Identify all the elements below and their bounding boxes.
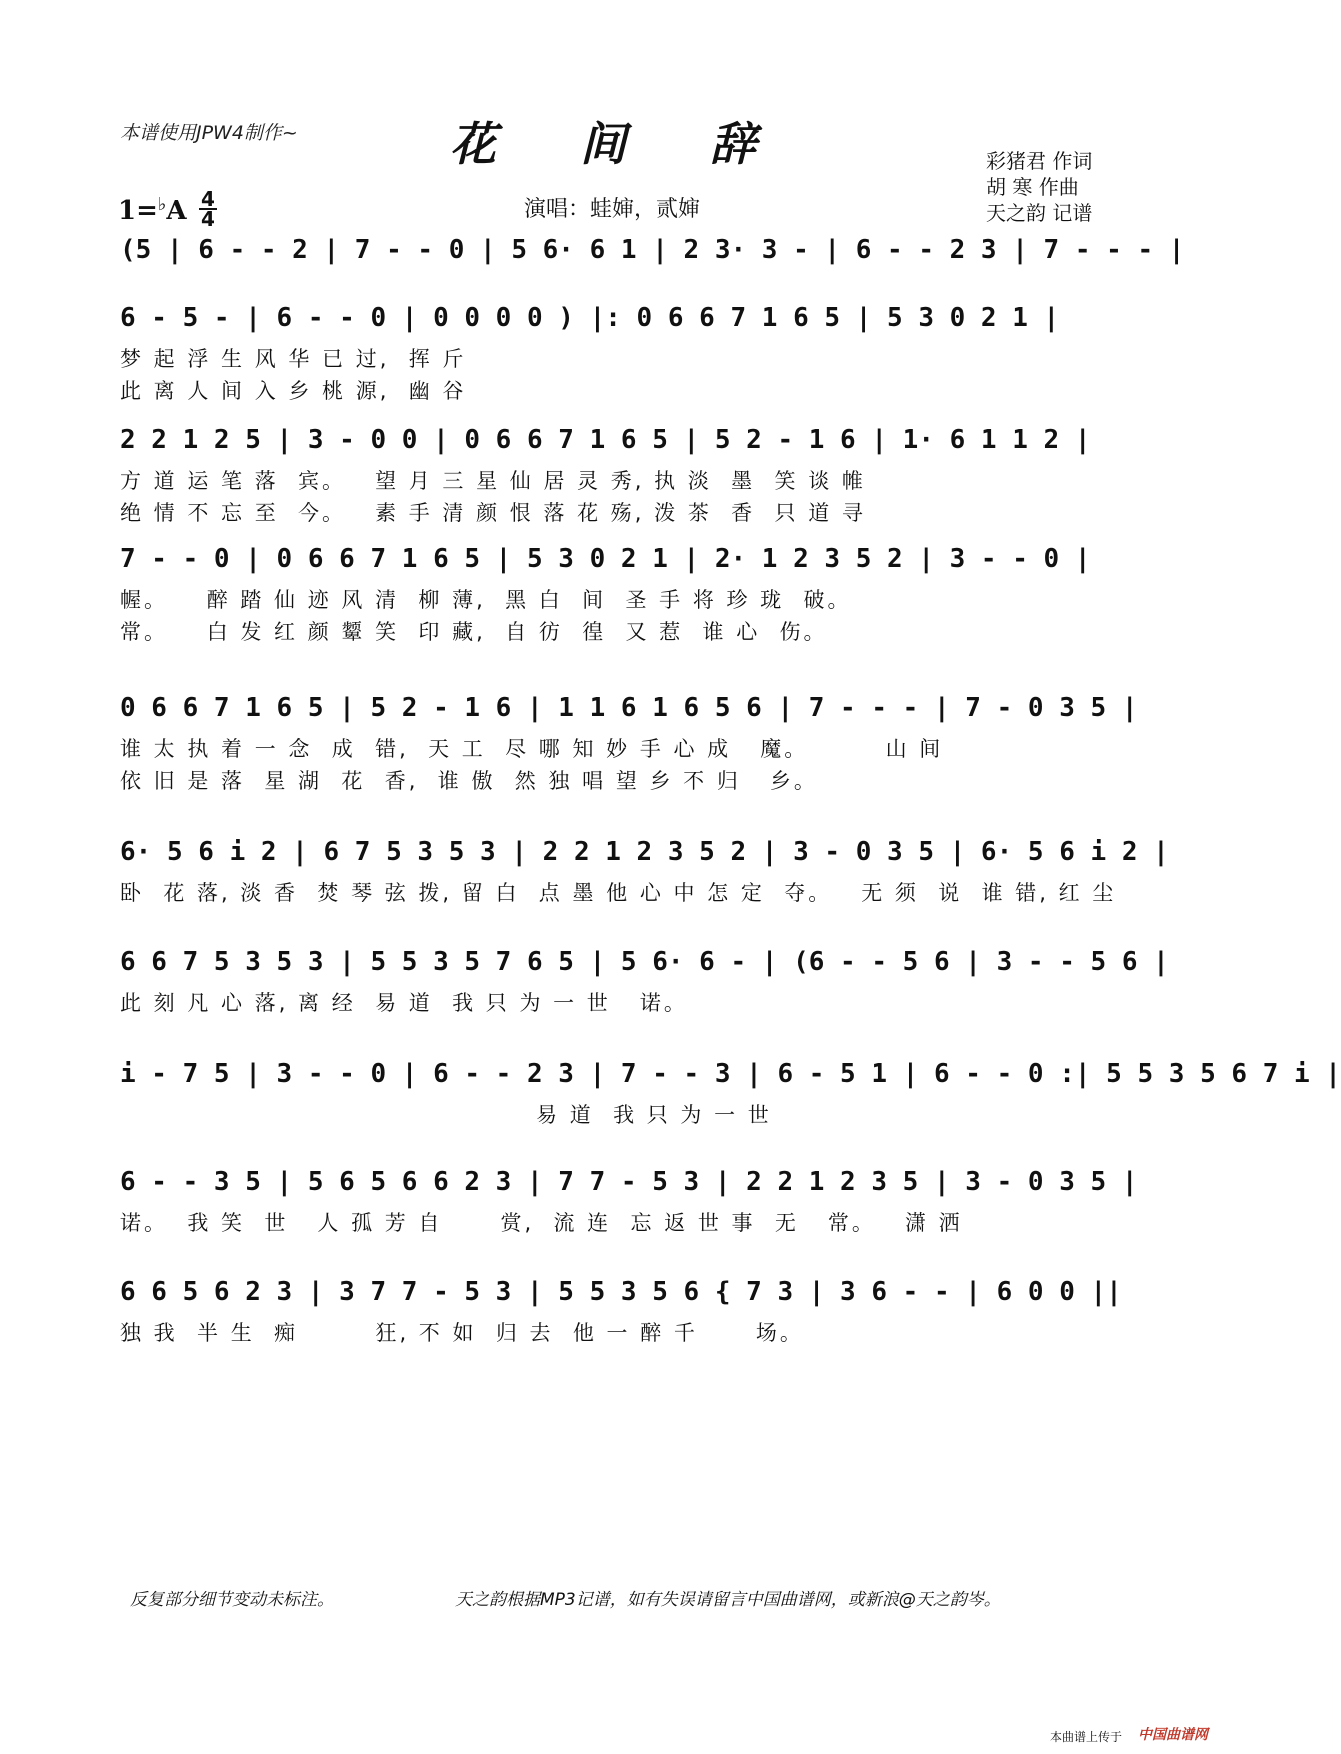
transcriber-credit: 天之韵 记谱	[986, 201, 1093, 225]
lyric-line: 幄。 醉 踏 仙 迹 风 清 柳 薄, 黑 白 间 圣 手 将 珍 珑 破。	[120, 588, 852, 612]
lyric-line: 谁 太 执 着 一 念 成 错, 天 工 尽 哪 知 妙 手 心 成 魔。 山 间	[120, 737, 944, 761]
lyric-line: 绝 情 不 忘 至 今。 素 手 清 颜 恨 落 花 殇, 泼 茶 香 只 道 寻	[120, 501, 866, 525]
composer-credit: 胡 寒 作曲	[986, 175, 1079, 199]
music-line: 6 6 5 6 2 3 | 3 7 7 - 5 3 | 5 5 3 5 6 { 7 3 | 3 6 - - | 6 0 0 ||	[120, 1277, 1122, 1307]
time-bottom: 4	[201, 207, 215, 231]
music-line: 6 - 5 - | 6 - - 0 | 0 0 0 0 ) |: 0 6 6 7 1 6 5 | 5 3 0 2 1 |	[120, 303, 1060, 333]
singers: 演唱：蛙婶，贰婶	[524, 197, 701, 222]
lyric-line: 方 道 运 笔 落 宾。 望 月 三 星 仙 居 灵 秀, 执 淡 墨 笑 谈 帷	[120, 469, 866, 493]
lyric-line: 常。 白 发 红 颜 颦 笑 印 藏, 自 彷 徨 又 惹 谁 心 伤。	[120, 620, 828, 644]
software-note: 本谱使用JPW4制作~	[120, 122, 298, 144]
lyric-line: 卧 花 落, 淡 香 焚 琴 弦 拨, 留 白 点 墨 他 心 中 怎 定 夺。 无 须 说 谁 错, 红 尘	[120, 881, 1117, 905]
site-logo[interactable]: 中国曲谱网	[1138, 1727, 1208, 1743]
music-line: i - 7 5 | 3 - - 0 | 6 - - 2 3 | 7 - - 3 | 6 - 5 1 | 6 - - 0 :| 5 5 3 5 6 7 i |	[120, 1059, 1341, 1089]
credits	[986, 148, 1092, 226]
lyric-line: 此 刻 凡 心 落, 离 经 易 道 我 只 为 一 世 诺。	[120, 991, 688, 1015]
lyric-line: 此 离 人 间 入 乡 桃 源, 幽 谷	[120, 379, 467, 403]
time-signature	[197, 187, 219, 231]
lyric-line: 诺。 我 笑 世 人 孤 芳 自 赏, 流 连 忘 返 世 事 无 常。 潇 洒	[120, 1211, 963, 1235]
lyric-line: 梦 起 浮 生 风 华 已 过, 挥 斤	[120, 347, 467, 371]
music-line: (5 | 6 - - 2 | 7 - - 0 | 5 6· 6 1 | 2 3· 3 - | 6 - - 2 3 | 7 - - - |	[120, 235, 1185, 265]
music-line: 6 6 7 5 3 5 3 | 5 5 3 5 7 6 5 | 5 6· 6 - | (6 - - 5 6 | 3 - - 5 6 |	[120, 947, 1169, 977]
upload-text: 本曲谱上传于	[1050, 1730, 1123, 1744]
lyricist-credit: 彩猪君 作词	[986, 149, 1093, 173]
key-prefix: 1=	[118, 196, 158, 226]
footer-right-note: 天之韵根据MP3记谱，如有失误请留言中国曲谱网，或新浪@天之韵岑。	[455, 1590, 1001, 1610]
key-signature	[118, 194, 187, 226]
key-note: A	[166, 196, 187, 226]
music-line: 7 - - 0 | 0 6 6 7 1 6 5 | 5 3 0 2 1 | 2· 1 2 3 5 2 | 3 - - 0 |	[120, 544, 1091, 574]
lyric-line: 独 我 半 生 痴 狂, 不 如 归 去 他 一 醉 千 场。	[120, 1321, 804, 1345]
song-title: 花 间 辞	[449, 117, 791, 171]
lyric-line: 依 旧 是 落 星 湖 花 香, 谁 傲 然 独 唱 望 乡 不 归 乡。	[120, 769, 818, 793]
time-top: 4	[201, 187, 215, 211]
music-line: 6 - - 3 5 | 5 6 5 6 6 2 3 | 7 7 - 5 3 | 2 2 1 2 3 5 | 3 - 0 3 5 |	[120, 1167, 1138, 1197]
music-line: 2 2 1 2 5 | 3 - 0 0 | 0 6 6 7 1 6 5 | 5 2 - 1 6 | 1· 6 1 1 2 |	[120, 425, 1091, 455]
music-line: 0 6 6 7 1 6 5 | 5 2 - 1 6 | 1 1 6 1 6 5 6 | 7 - - - | 7 - 0 3 5 |	[120, 693, 1138, 723]
lyric-line: 易 道 我 只 为 一 世	[120, 1103, 772, 1127]
flat-sign: ♭	[157, 194, 167, 215]
music-line: 6· 5 6 i 2 | 6 7 5 3 5 3 | 2 2 1 2 3 5 2 | 3 - 0 3 5 | 6· 5 6 i 2 |	[120, 837, 1169, 867]
footer-left-note: 反复部分细节变动未标注。	[130, 1590, 334, 1610]
